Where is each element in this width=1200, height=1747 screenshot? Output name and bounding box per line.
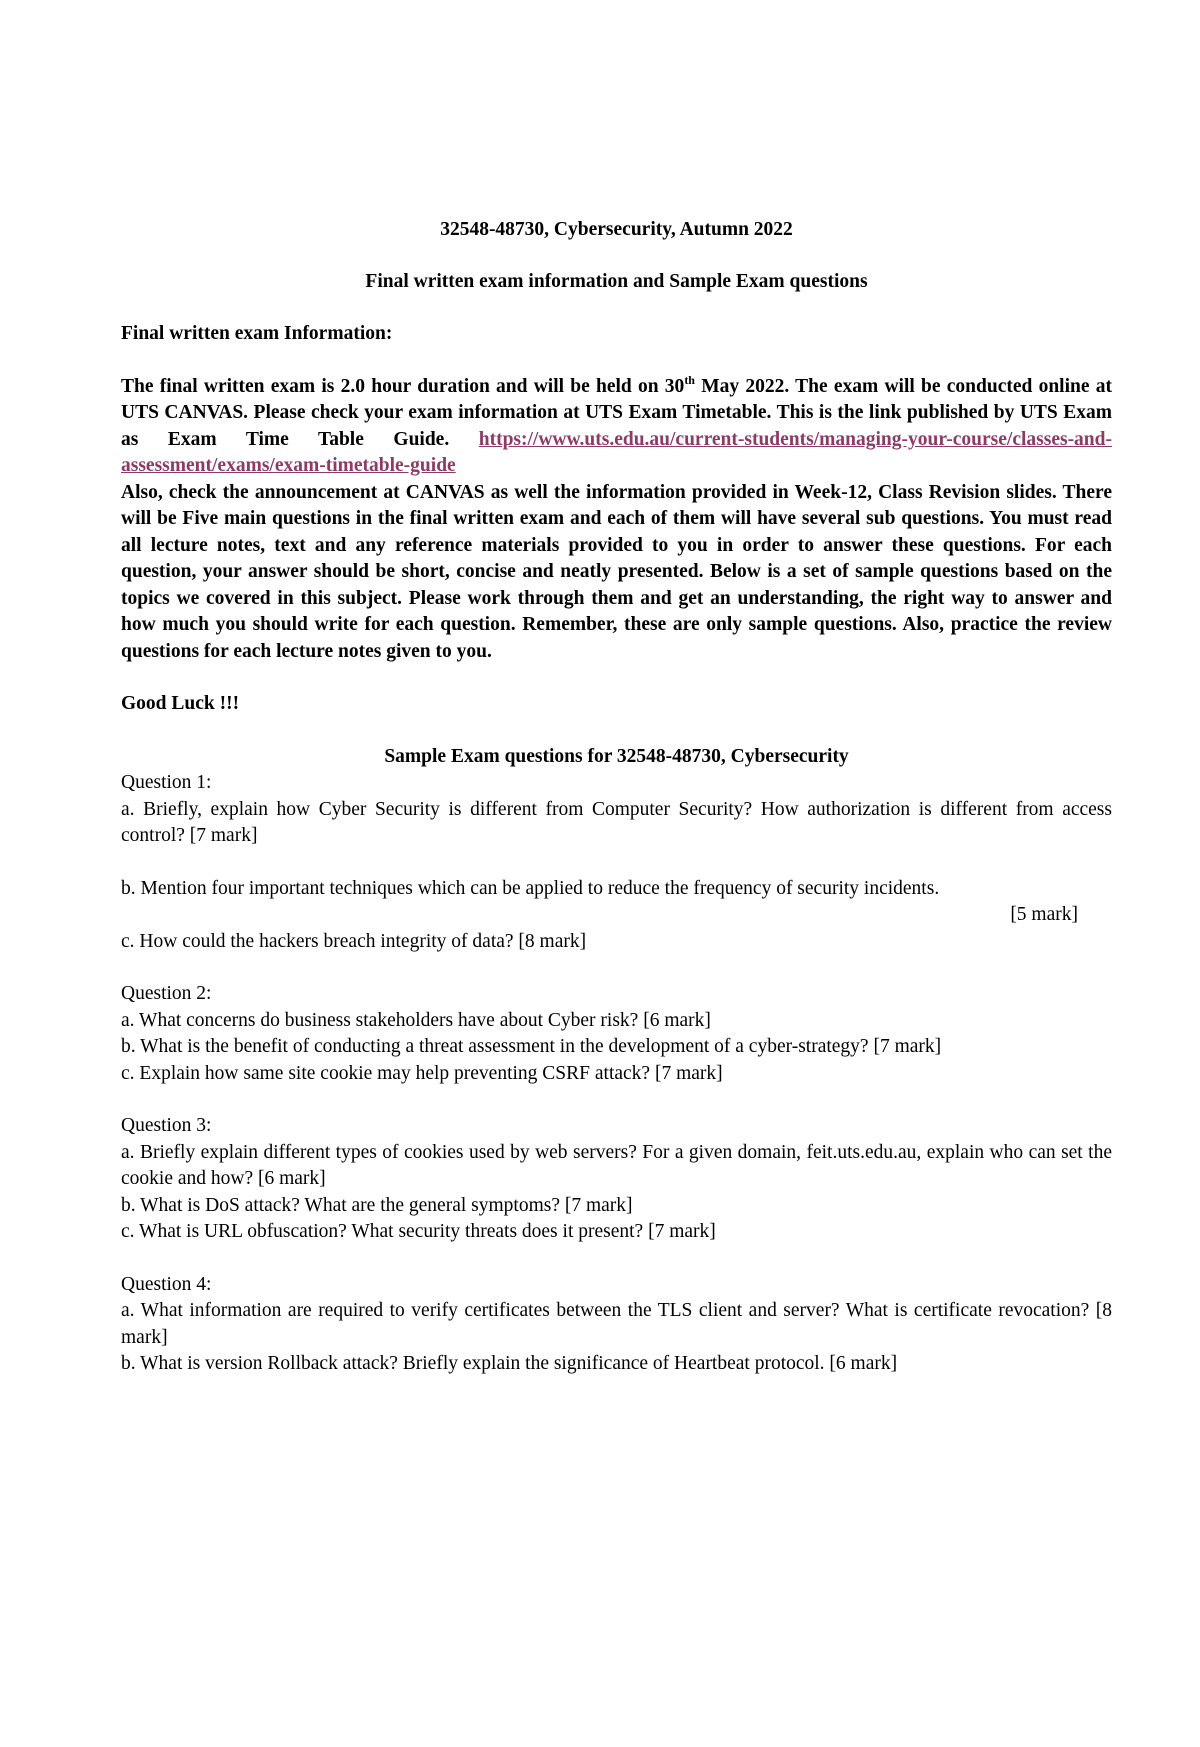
question-item: b. What is the benefit of conducting a threat assessment in the development of a cyber-strategy? [7 mark] [121, 1036, 942, 1057]
question-item [121, 876, 1112, 929]
intro-paragraph-2: Also, check the announcement at CANVAS as well the information provided in Week-12, Class Revision slides. There will be Five main questions in the final written exam and each of them will have several sub questions. You must read all lecture notes, text and any reference materials provided to you in order to answer these questions. For each question, your answer should be short, concise and neatly presented. Below is a set of sample questions based on the topics we covered in this subject. Please work through them and get an understanding, the right way to answer and how much you should write for each question. Remember, these are only sample questions. Also, practice the review questions for each lecture notes given to you. [121, 481, 1112, 662]
question-1 [121, 770, 1112, 955]
question-mark: [5 mark] [1010, 904, 1078, 925]
question-2 [121, 981, 1112, 1087]
question-item: b. What is version Rollback attack? Briefly explain the significance of Heartbeat protocol. [6 mark] [121, 1353, 898, 1374]
question-item: c. Explain how same site cookie may help preventing CSRF attack? [7 mark] [121, 1062, 723, 1084]
question-label: Question 3: [121, 1115, 212, 1136]
question-label: Question 1: [121, 772, 212, 793]
question-3 [121, 1113, 1112, 1246]
question-item: b. What is DoS attack? What are the general symptoms? [7 mark] [121, 1194, 633, 1216]
question-item: c. What is URL obfuscation? What security threats does it present? [7 mark] [121, 1221, 716, 1242]
question-item: a. Briefly, explain how Cyber Security is different from Computer Security? How authorization is different from access control? [7 mark] [121, 798, 1112, 846]
document-title: 32548-48730, Cybersecurity, Autumn 2022 [440, 219, 793, 240]
info-heading: Final written exam Information: [121, 323, 393, 344]
sample-questions-heading: Sample Exam questions for 32548-48730, Cybersecurity [384, 745, 849, 767]
intro-superscript: th [684, 372, 695, 387]
intro-block [121, 374, 1112, 666]
good-luck-text: Good Luck !!! [121, 693, 240, 714]
document-subtitle: Final written exam information and Sample Exam questions [365, 270, 868, 292]
exam-timetable-link[interactable]: https://www.uts.edu.au/current-students/managing-your-course/classes-and-assessment/exams/exam-timetable-guide [121, 428, 1112, 476]
intro-text-before-sup: The final written exam is 2.0 hour duration and will be held on 30 [121, 375, 685, 397]
question-item: c. How could the hackers breach integrity of data? [8 mark] [121, 930, 587, 952]
question-item: a. What concerns do business stakeholders have about Cyber risk? [6 mark] [121, 1009, 711, 1031]
question-label: Question 4: [121, 1273, 212, 1295]
question-item: a. What information are required to verify certificates between the TLS client and server? What is certificate revocation? [8 mark] [121, 1300, 1112, 1348]
intro-paragraph-1 [121, 374, 1112, 480]
question-item: a. Briefly explain different types of cookies used by web servers? For a given domain, feit.uts.edu.au, explain who can set the cookie and how? [6 mark] [121, 1141, 1112, 1189]
question-label: Question 2: [121, 983, 212, 1004]
question-4 [121, 1272, 1112, 1378]
intro-text-after-sup: May 2022. The exam will be conducted online at UTS CANVAS. Please check your exam information at UTS Exam Timetable. This is the link published by UTS Exam as Exam Time Table Guide. [121, 375, 1112, 450]
question-item-text: b. Mention four important techniques which can be applied to reduce the frequency of security incidents. [121, 877, 940, 899]
